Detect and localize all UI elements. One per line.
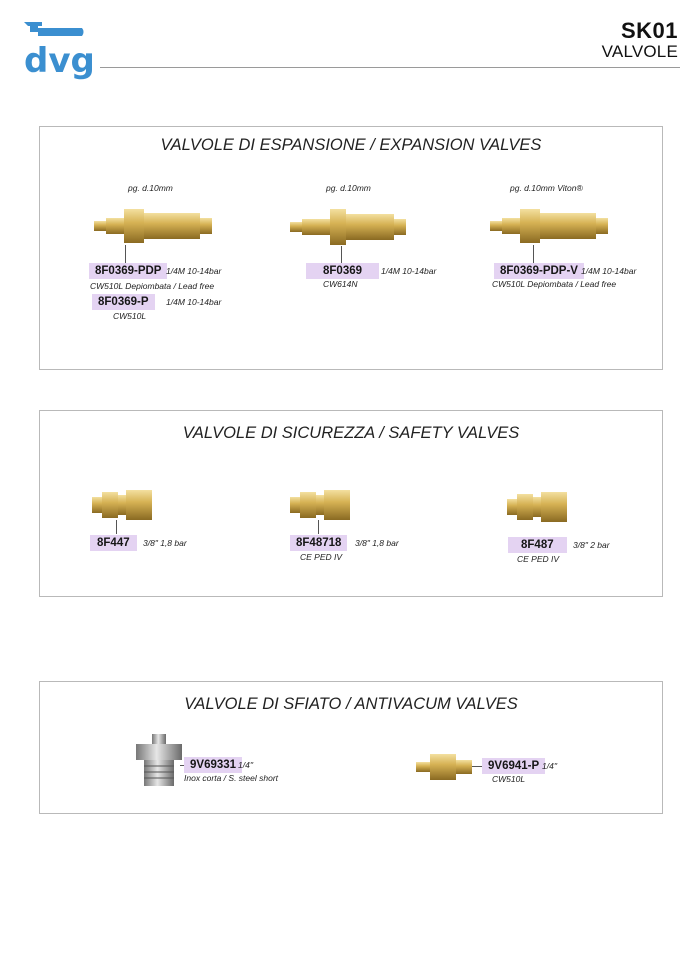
section-antivacuum-valves (39, 681, 663, 814)
catalog-subtitle: VALVOLE (601, 42, 678, 61)
product-material: Inox corta / S. steel short (184, 773, 279, 783)
product-spec: 3/8" 1,8 bar (355, 538, 399, 548)
product-code-badge: 8F487 (508, 537, 567, 553)
product-variant-spec: 1/4M 10-14bar (166, 297, 222, 307)
product-note: pg. d.10mm Viton® (510, 183, 583, 193)
dvg-logo (22, 16, 102, 82)
product-variant-code-badge: 8F0369-P (92, 294, 155, 310)
product-note: pg. d.10mm (128, 183, 173, 193)
brand-text: dvg (24, 41, 95, 81)
leader-line (341, 246, 342, 263)
product-code-badge: 9V69331 (184, 757, 242, 773)
section-title: VALVOLE DI SFIATO / ANTIVACUM VALVES (184, 695, 518, 713)
product-spec: 3/8" 2 bar (573, 540, 610, 550)
leader-line (125, 245, 126, 263)
product-spec: 1/4M 10-14bar (166, 266, 222, 276)
product-variant-material: CW510L (113, 311, 147, 321)
safety-valve-image (92, 489, 154, 521)
product-code-badge: 8F447 (90, 535, 137, 551)
product-material: CE PED IV (300, 552, 343, 562)
product-note: pg. d.10mm (326, 183, 371, 193)
product-code-badge: 8F0369 (306, 263, 379, 279)
product-code-badge: 8F48718 (290, 535, 347, 551)
product-spec: 1/4M 10-14bar (581, 266, 637, 276)
leader-line (472, 766, 482, 767)
product-material: CW510L (492, 774, 526, 784)
safety-valve-image (290, 489, 352, 521)
leader-line (116, 520, 117, 534)
product-material: CW510L Depiombata / Lead free (492, 279, 617, 289)
leader-line (533, 245, 534, 263)
product-material: CE PED IV (517, 554, 560, 564)
expansion-valve-image (288, 207, 408, 247)
product-code-badge: 8F0369-PDP-V (494, 263, 584, 279)
header-divider (100, 67, 680, 68)
product-code-badge: 9V6941-P (482, 758, 545, 774)
expansion-valve-image (92, 205, 217, 247)
section-expansion-valves (39, 126, 663, 370)
product-material: CW614N (323, 279, 358, 289)
section-title: VALVOLE DI SICUREZZA / SAFETY VALVES (182, 424, 520, 442)
leader-line (318, 520, 319, 534)
product-spec: 1/4M 10-14bar (381, 266, 437, 276)
section-safety-valves (39, 410, 663, 597)
steel-valve-image (132, 734, 188, 788)
section-title: VALVOLE DI ESPANSIONE / EXPANSION VALVES (160, 136, 542, 154)
brass-valve-image (416, 752, 476, 782)
product-spec: 1/4'' (238, 760, 254, 770)
product-spec: 3/8" 1,8 bar (143, 538, 187, 548)
product-spec: 1/4'' (542, 761, 558, 771)
product-material: CW510L Depiombata / Lead free (90, 281, 215, 291)
product-code-badge: 8F0369-PDP (89, 263, 167, 279)
catalog-code: SK01 (620, 18, 678, 43)
expansion-valve-image (488, 205, 613, 247)
safety-valve-image (507, 491, 569, 523)
